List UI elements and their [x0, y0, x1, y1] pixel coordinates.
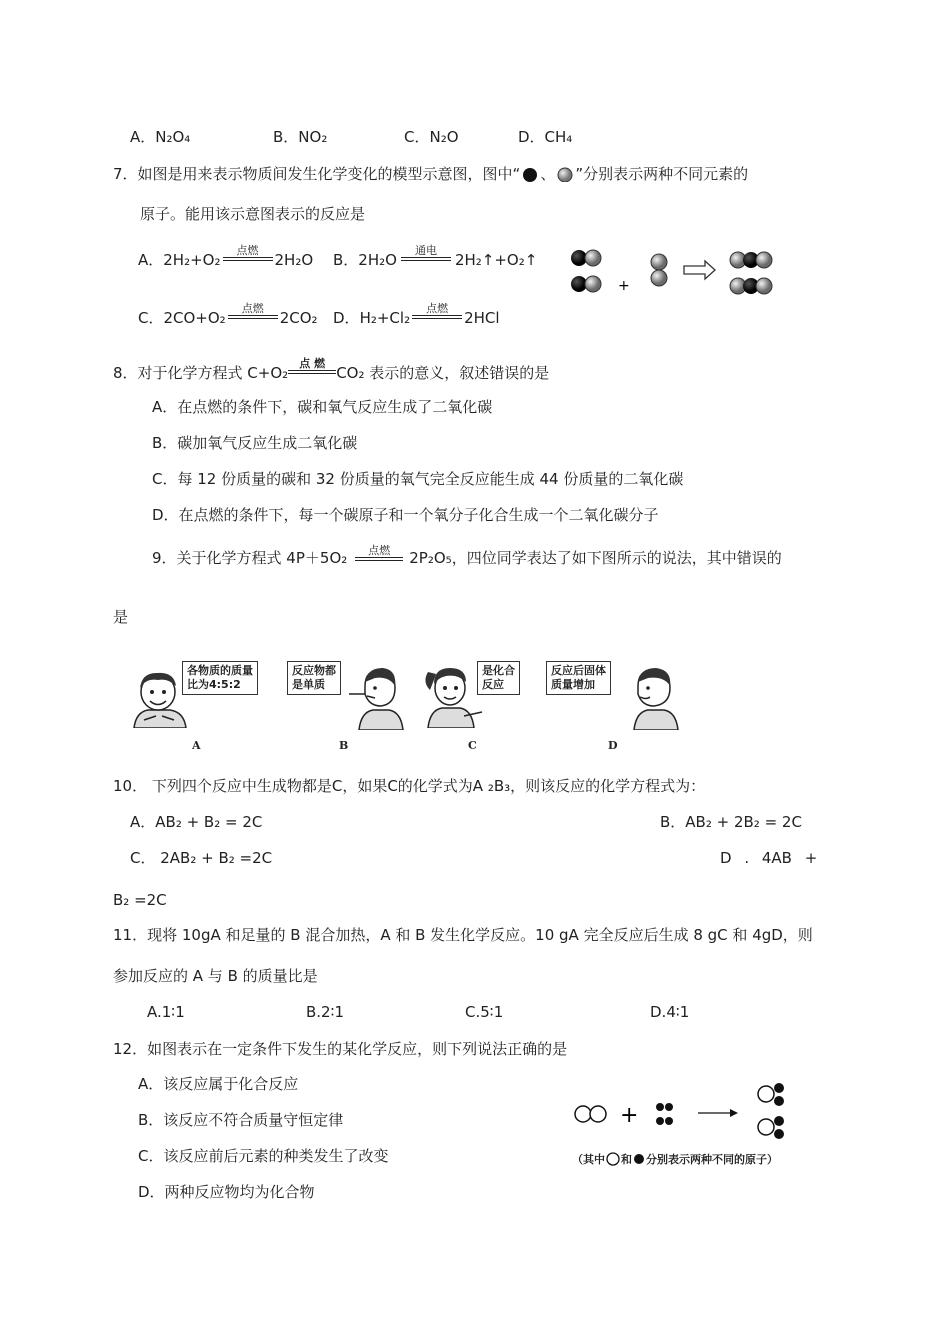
reactant-black-pairs [656, 1103, 673, 1125]
q6-option-a: A．N₂O₄ [130, 128, 191, 146]
q10-option-b: B．AB₂ + 2B₂ = 2C [660, 813, 802, 831]
q7-b-condition: 通电 [401, 245, 451, 261]
q12-stem: 12．如图表示在一定条件下发生的某化学反应，则下列说法正确的是 [113, 1040, 568, 1058]
q8-option-a: A．在点燃的条件下，碳和氧气反应生成了二氧化碳 [152, 398, 493, 416]
student-d-figure [620, 664, 682, 730]
q6-option-d: D．CH₄ [518, 128, 573, 146]
q11-option-c: C.5∶1 [465, 1003, 504, 1021]
q9-stem-line2: 是 [113, 608, 129, 626]
q10-option-d-cont: B₂ =2C [113, 891, 167, 909]
q7-stem-start: 7．如图是用来表示物质间发生化学变化的模型示意图，图中“ [113, 165, 521, 183]
reaction-arrow-icon [684, 261, 715, 279]
reactant-molecule-1 [571, 250, 601, 292]
q6-option-b: B．NO₂ [273, 128, 328, 146]
q9-condition: 点燃 [355, 545, 403, 561]
white-atom-icon [605, 1152, 621, 1166]
student-a-caption: A [192, 739, 201, 752]
q7-molecule-diagram [565, 244, 785, 302]
reaction-arrow-icon [698, 1109, 738, 1117]
student-b-speech-bubble: 反应物都 是单质 [287, 661, 341, 695]
q11-stem-line2: 参加反应的 A 与 B 的质量比是 [113, 967, 318, 985]
q7-a-condition: 点燃 [223, 245, 273, 261]
q11-stem-line1: 11．现将 10gA 和足量的 B 混合加热，A 和 B 发生化学反应。10 gA 完全反应后生成 8 gC 和 4gD，则 [113, 926, 813, 944]
product-molecules [730, 252, 772, 294]
black-atom-icon [520, 166, 540, 182]
q12-plus-sign: + [620, 1103, 639, 1128]
q7-stem [113, 166, 748, 182]
q7-c-condition: 点燃 [228, 303, 278, 319]
black-atom-icon [632, 1152, 646, 1166]
q11-option-a: A.1∶1 [147, 1003, 185, 1021]
q10-option-a: A．AB₂ + B₂ = 2C [130, 813, 263, 831]
product-molecules [758, 1083, 784, 1139]
q12-legend: （其中 和 分别表示两种不同的原子） [572, 1153, 778, 1166]
q10-stem: 10． 下列四个反应中生成物都是C，如果C的化学式为A ₂B₃，则该反应的化学方程式为： [113, 777, 706, 795]
reactant-molecule-2 [651, 254, 667, 286]
q7-stem-sep: 、 [540, 165, 556, 183]
q8-option-b: B．碳加氧气反应生成二氧化碳 [152, 434, 358, 452]
grey-atom-icon [555, 166, 575, 182]
q8-stem: 8．对于化学方程式 C+O₂ 点 燃 CO₂ 表示的意义，叙述错误的是 [113, 357, 550, 382]
student-b-caption: B [339, 739, 349, 752]
student-d-speech-bubble: 反应后固体 质量增加 [546, 661, 611, 695]
q8-option-d: D．在点燃的条件下，每一个碳原子和一个氧分子化合生成一个二氧化碳分子 [152, 506, 659, 524]
reactant-white-pair [575, 1106, 606, 1122]
q8-option-c: C．每 12 份质量的碳和 32 份质量的氧气完全反应能生成 44 份质量的二氧化碳 [152, 470, 684, 488]
q8-condition: 点 燃 [288, 358, 336, 374]
student-a-speech-bubble: 各物质的质量 比为4:5:2 [182, 661, 258, 695]
q7-option-d: D．H₂+Cl₂ 点燃 2HCl [333, 302, 500, 327]
q10-option-d: D . 4AB + [720, 849, 818, 867]
q7-stem-end: ”分别表示两种不同元素的 [575, 165, 749, 183]
q7-stem-line2: 原子。能用该示意图表示的反应是 [140, 205, 366, 223]
q9-stem: 9．关于化学方程式 4P＋5O₂ 点燃 2P₂O₅，四位同学表达了如下图所示的说法，其中错误的 [152, 544, 782, 567]
student-c-speech-bubble: 是化合 反应 [477, 661, 520, 695]
q12-reaction-diagram [570, 1080, 810, 1144]
student-d-caption: D [608, 739, 618, 752]
q7-option-a: A．2H₂+O₂ 点燃 2H₂O [138, 244, 314, 269]
q10-option-c: C． 2AB₂ + B₂ =2C [130, 849, 273, 867]
student-b-figure [345, 664, 405, 730]
q7-d-condition: 点燃 [412, 303, 462, 319]
q6-option-c: C．N₂O [404, 128, 459, 146]
q7-option-c: C．2CO+O₂ 点燃 2CO₂ [138, 302, 318, 327]
student-c-caption: C [468, 739, 477, 752]
q12-option-b: B．该反应不符合质量守恒定律 [138, 1111, 344, 1129]
q12-option-a: A．该反应属于化合反应 [138, 1075, 299, 1093]
plus-sign: + [618, 278, 630, 294]
q7-option-b: B．2H₂O 通电 2H₂↑+O₂↑ [333, 244, 538, 269]
q11-option-b: B.2∶1 [306, 1003, 345, 1021]
q11-option-d: D.4∶1 [650, 1003, 690, 1021]
q12-option-c: C．该反应前后元素的种类发生了改变 [138, 1147, 389, 1165]
q12-option-d: D．两种反应物均为化合物 [138, 1183, 315, 1201]
